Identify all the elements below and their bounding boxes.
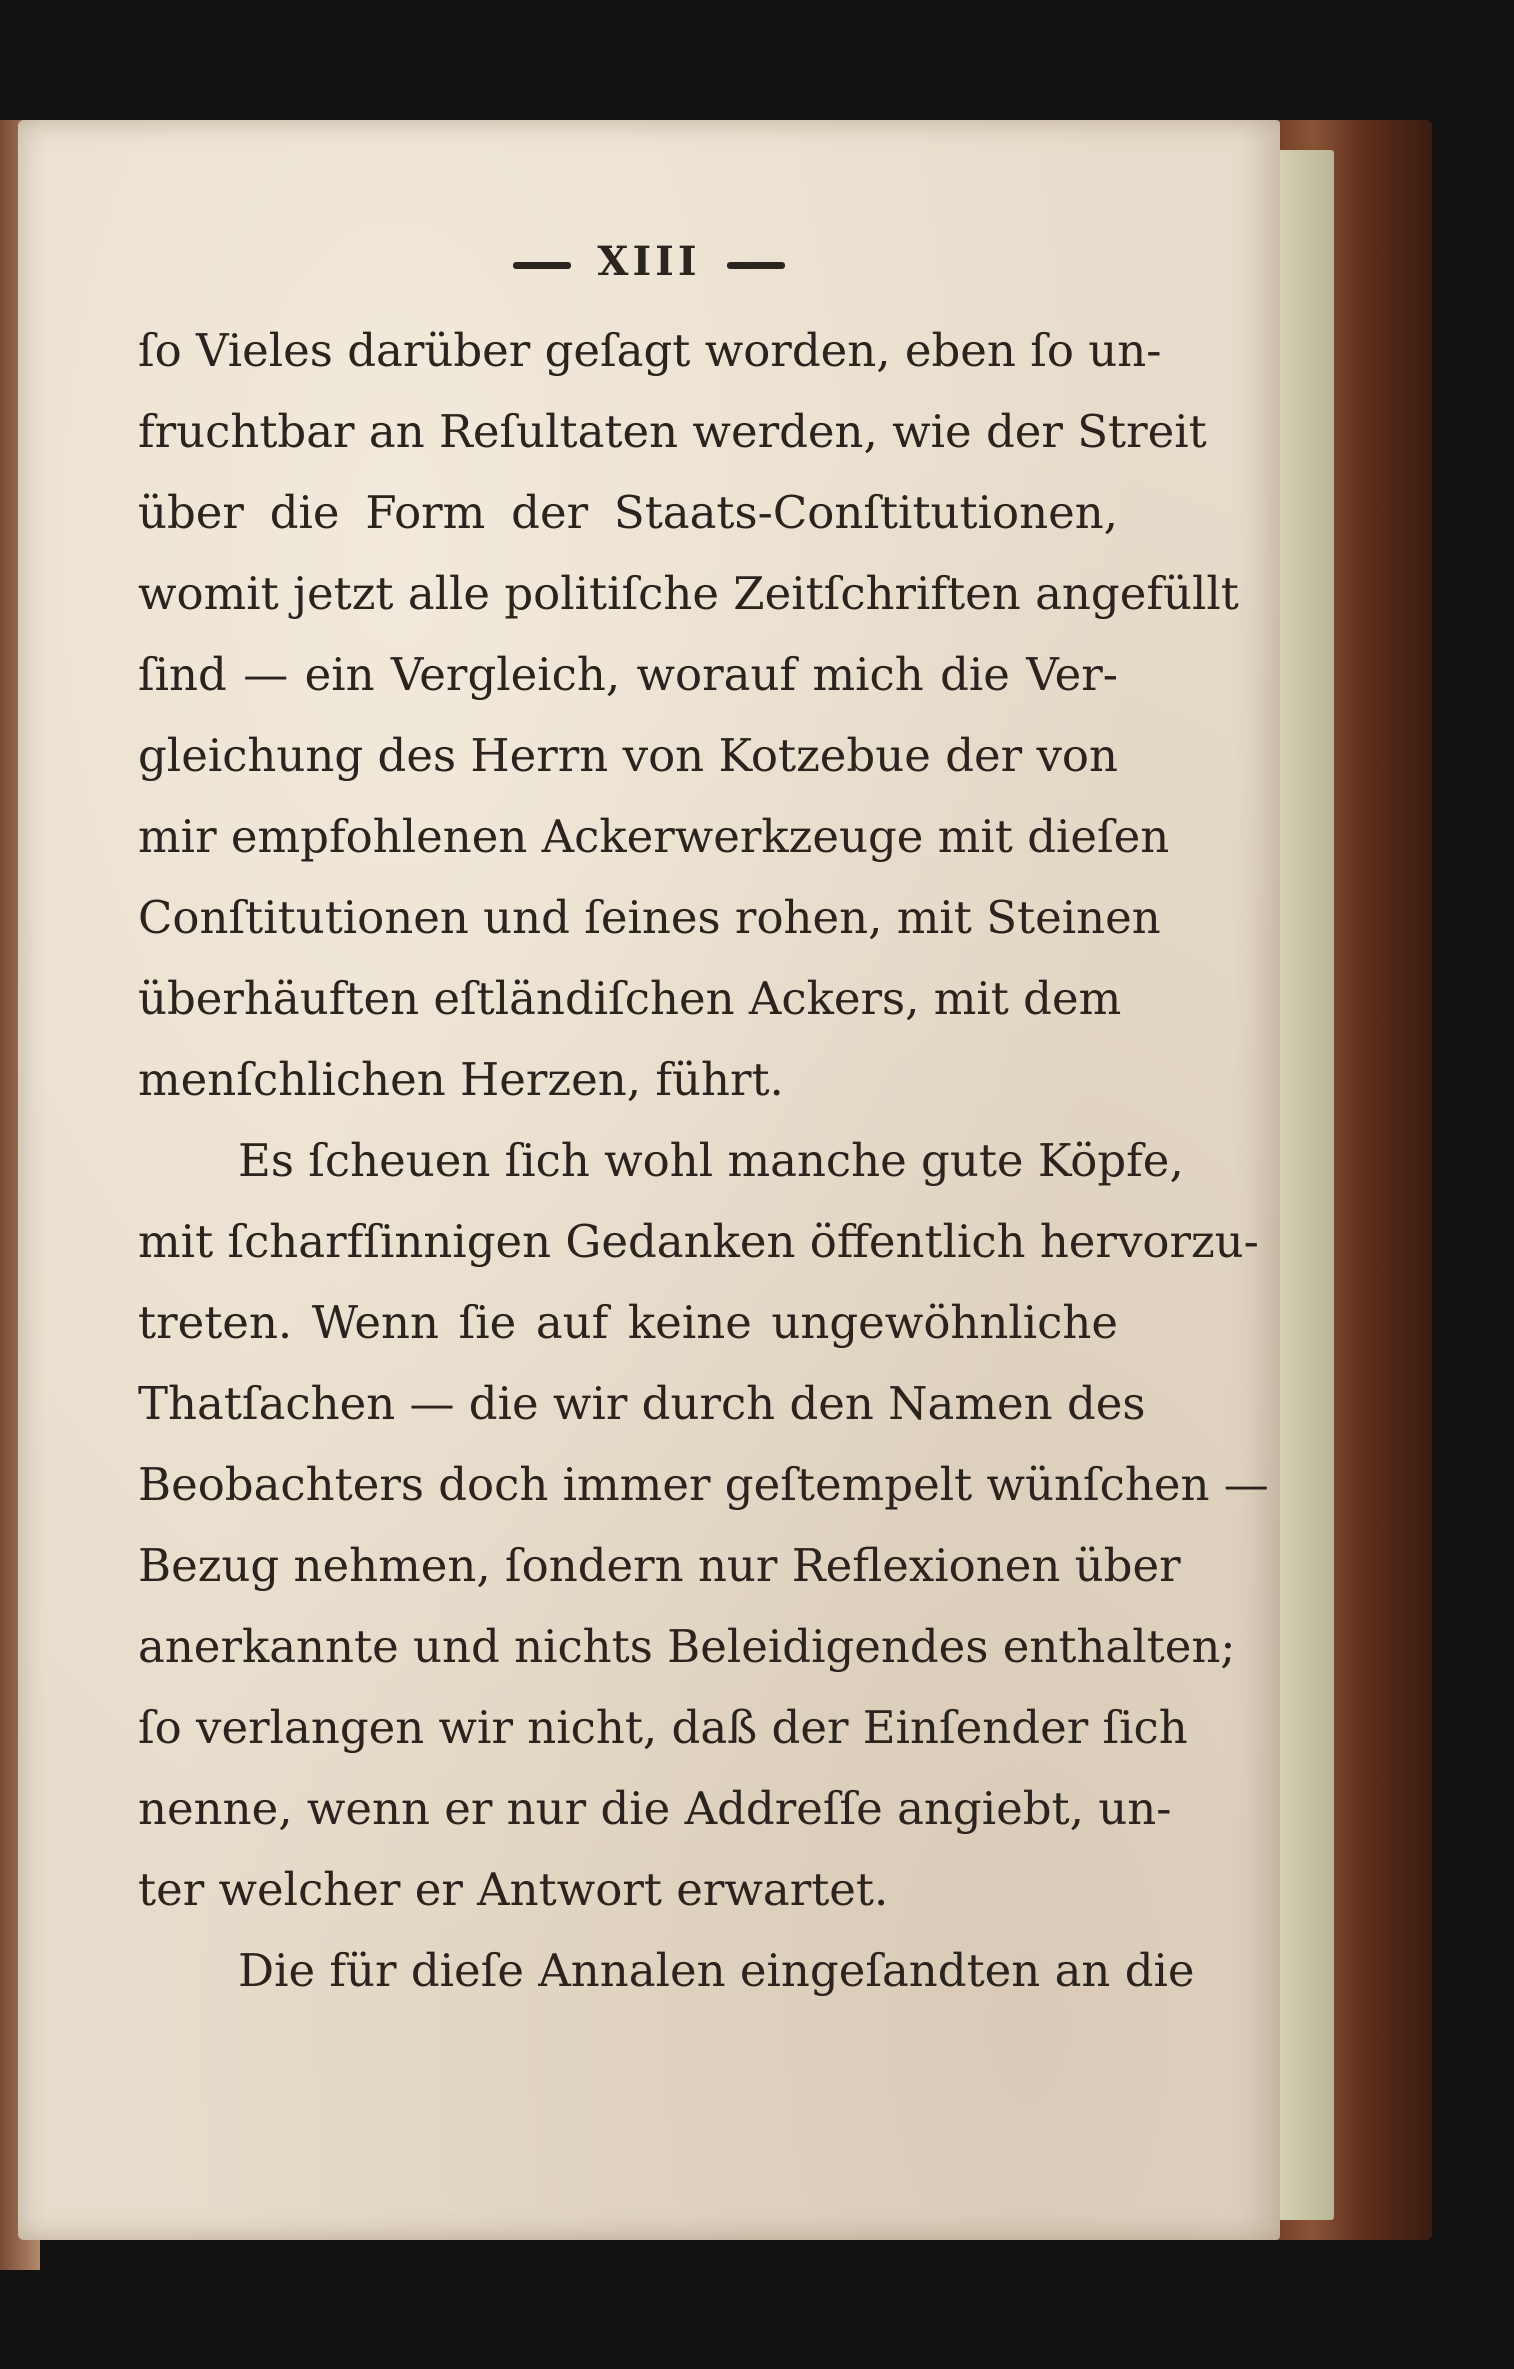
text-line: nenne, wenn er nur die Addreſſe angiebt, un- — [138, 1782, 1172, 1835]
text-line: mit ſcharfſinnigen Gedanken öffentlich hervorzu- — [138, 1215, 1259, 1268]
header-rule-left — [513, 262, 571, 269]
text-line: mir empfohlenen Ackerwerkzeuge mit dieſen — [138, 810, 1170, 863]
text-line: ſo verlangen wir nicht, daß der Einſender ſich — [138, 1701, 1188, 1754]
text-line: ſind — ein Vergleich, worauf mich die Ver- — [138, 648, 1118, 701]
text-line: womit jetzt alle politiſche Zeitſchriften angefüllt — [138, 567, 1239, 620]
text-line: über die Form der Staats-Conſtitutionen, — [138, 486, 1118, 539]
text-line: Conſtitutionen und ſeines rohen, mit Steinen — [138, 891, 1161, 944]
page-number: XIII — [597, 238, 701, 285]
text-line: Thatſachen — die wir durch den Namen des — [138, 1377, 1146, 1430]
text-line: Es ſcheuen ſich wohl manche gute Köpfe, — [238, 1134, 1184, 1187]
text-line: ter welcher er Antwort erwartet. — [138, 1863, 889, 1916]
book-page — [18, 120, 1280, 2240]
text-line: Beobachters doch immer geſtempelt wünſchen — — [138, 1458, 1269, 1511]
page-header — [18, 238, 1280, 285]
text-line: fruchtbar an Reſultaten werden, wie der Streit — [138, 405, 1207, 458]
text-line: Die für dieſe Annalen eingeſandten an die — [238, 1944, 1195, 1997]
page-text — [138, 310, 1269, 2011]
text-line: ſo Vieles darüber geſagt worden, eben ſo un- — [138, 324, 1162, 377]
text-line: anerkannte und nichts Beleidigendes enthalten; — [138, 1620, 1236, 1673]
text-line: überhäuften eſtländiſchen Ackers, mit dem — [138, 972, 1122, 1025]
header-rule-right — [727, 262, 785, 269]
text-line: treten. Wenn ſie auf keine ungewöhnliche — [138, 1296, 1118, 1349]
text-line: gleichung des Herrn von Kotzebue der von — [138, 729, 1118, 782]
text-line: menſchlichen Herzen, führt. — [138, 1053, 784, 1106]
text-line: Bezug nehmen, ſondern nur Reflexionen über — [138, 1539, 1181, 1592]
